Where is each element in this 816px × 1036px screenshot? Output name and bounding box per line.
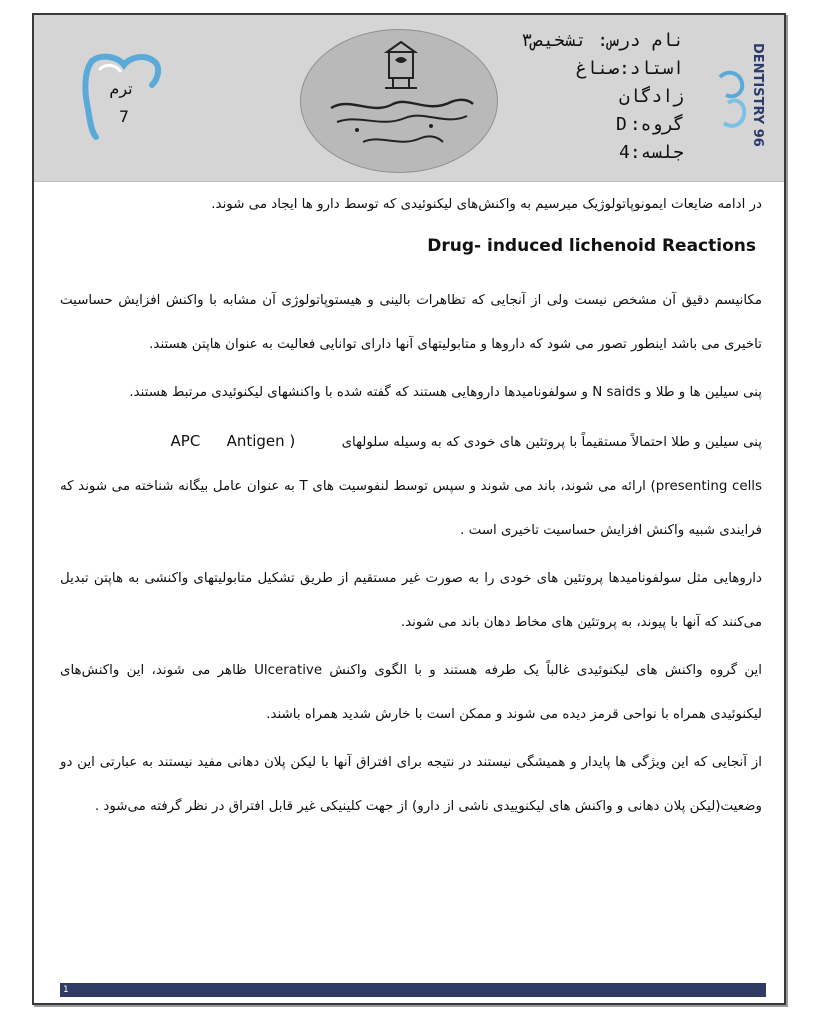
- page-header: [34, 15, 784, 182]
- paragraph-hapten-rest: presenting cells) ارائه می شوند، باند می شوند و سپس توسط لنفوسیت های T به عنوان عامل بیگانه شناخته می شوند که فرایندی شبیه واکنش افزایش حساسیت تاخیری است .: [60, 479, 762, 538]
- term-label: ترم: [109, 79, 133, 98]
- teacher-name: استاد:صناغ: [575, 58, 684, 79]
- page-number: 1: [63, 985, 69, 995]
- paragraph-hapten-line1: [60, 419, 762, 465]
- document-body: [60, 185, 762, 829]
- term-value: 7: [118, 107, 130, 126]
- paragraph-differentiation: از آنجایی که این ویژگی ها پایدار و همیشگی نیستند در نتیجه برای افتراق آنها با لیکن پلان دهانی مفید نیستند به عبارتی این دو وضعیت(لیکن پلان دهانی و واکنش های لیکنوییدی ناشی از دارو) از جهت کلینیکی غیر قابل افتراق در نظر گرفته می‌شود .: [60, 755, 762, 814]
- apc-term: APC: [170, 432, 201, 450]
- dentistry-badge-text: DENTISTRY 96: [750, 43, 765, 147]
- p3-line1-text: پنی سیلین و طلا احتمالاً مستقیماً با پروتئین های خودی که به وسیله سلولهای: [341, 435, 762, 450]
- paragraph-sulfonamides: داروهایی مثل سولفونامیدها پروتئین های خودی را به صورت غیر مستقیم از طریق تشکیل متابولیتهای واکنشی به هاپتن تبدیل می‌کنند که آنها با پیوند، به پروتئین های مخاط دهان باند می شوند.: [60, 571, 762, 630]
- paragraph-ulcerative: این گروه واکنش های لیکنوئیدی غالباً یک طرفه هستند و با الگوی واکنش Ulcerative ظاهر می شوند، این واکنش‌های لیکنوئیدی همراه با نواحی قرمز دیده می شوند و ممکن است با خارش شدید همراه باشند.: [60, 663, 762, 722]
- course-name: نام درس: تشخیص۳: [521, 30, 684, 51]
- section-heading: Drug- induced lichenoid Reactions: [427, 236, 756, 256]
- session: جلسه:4: [618, 142, 684, 163]
- antigen-term: Antigen ): [226, 432, 296, 450]
- intro-paragraph: در ادامه ضایعات ایمونوپاتولوژیک میرسیم به واکنش‌های لیکنوئیدی که توسط دارو ها ایجاد می شوند.: [211, 197, 762, 212]
- group: گروه:D: [615, 114, 684, 135]
- dentistry-logo-icon: [714, 33, 774, 153]
- course-info: [434, 27, 684, 167]
- footer-bar: [60, 983, 766, 997]
- page: [32, 13, 786, 1005]
- paragraph-mechanism: مکانیسم دقیق آن مشخص نیست ولی از آنجایی که تظاهرات بالینی و هیستوپاتولوژی آن مشابه با واکنش افزایش حساسیت تاخیری می باشد اینطور تصور می شود که داروها و متابولیتهای آنها دارای توانایی فعالیت به عنوان هاپتن هستند.: [60, 293, 762, 352]
- paragraph-drugs: پنی سیلین ها و طلا و N saids و سولفونامیدها داروهایی هستند که گفته شده با واکنشهای لیکنوئیدی مرتبط هستند.: [129, 385, 762, 400]
- teacher-name-cont: زادگان: [618, 86, 684, 107]
